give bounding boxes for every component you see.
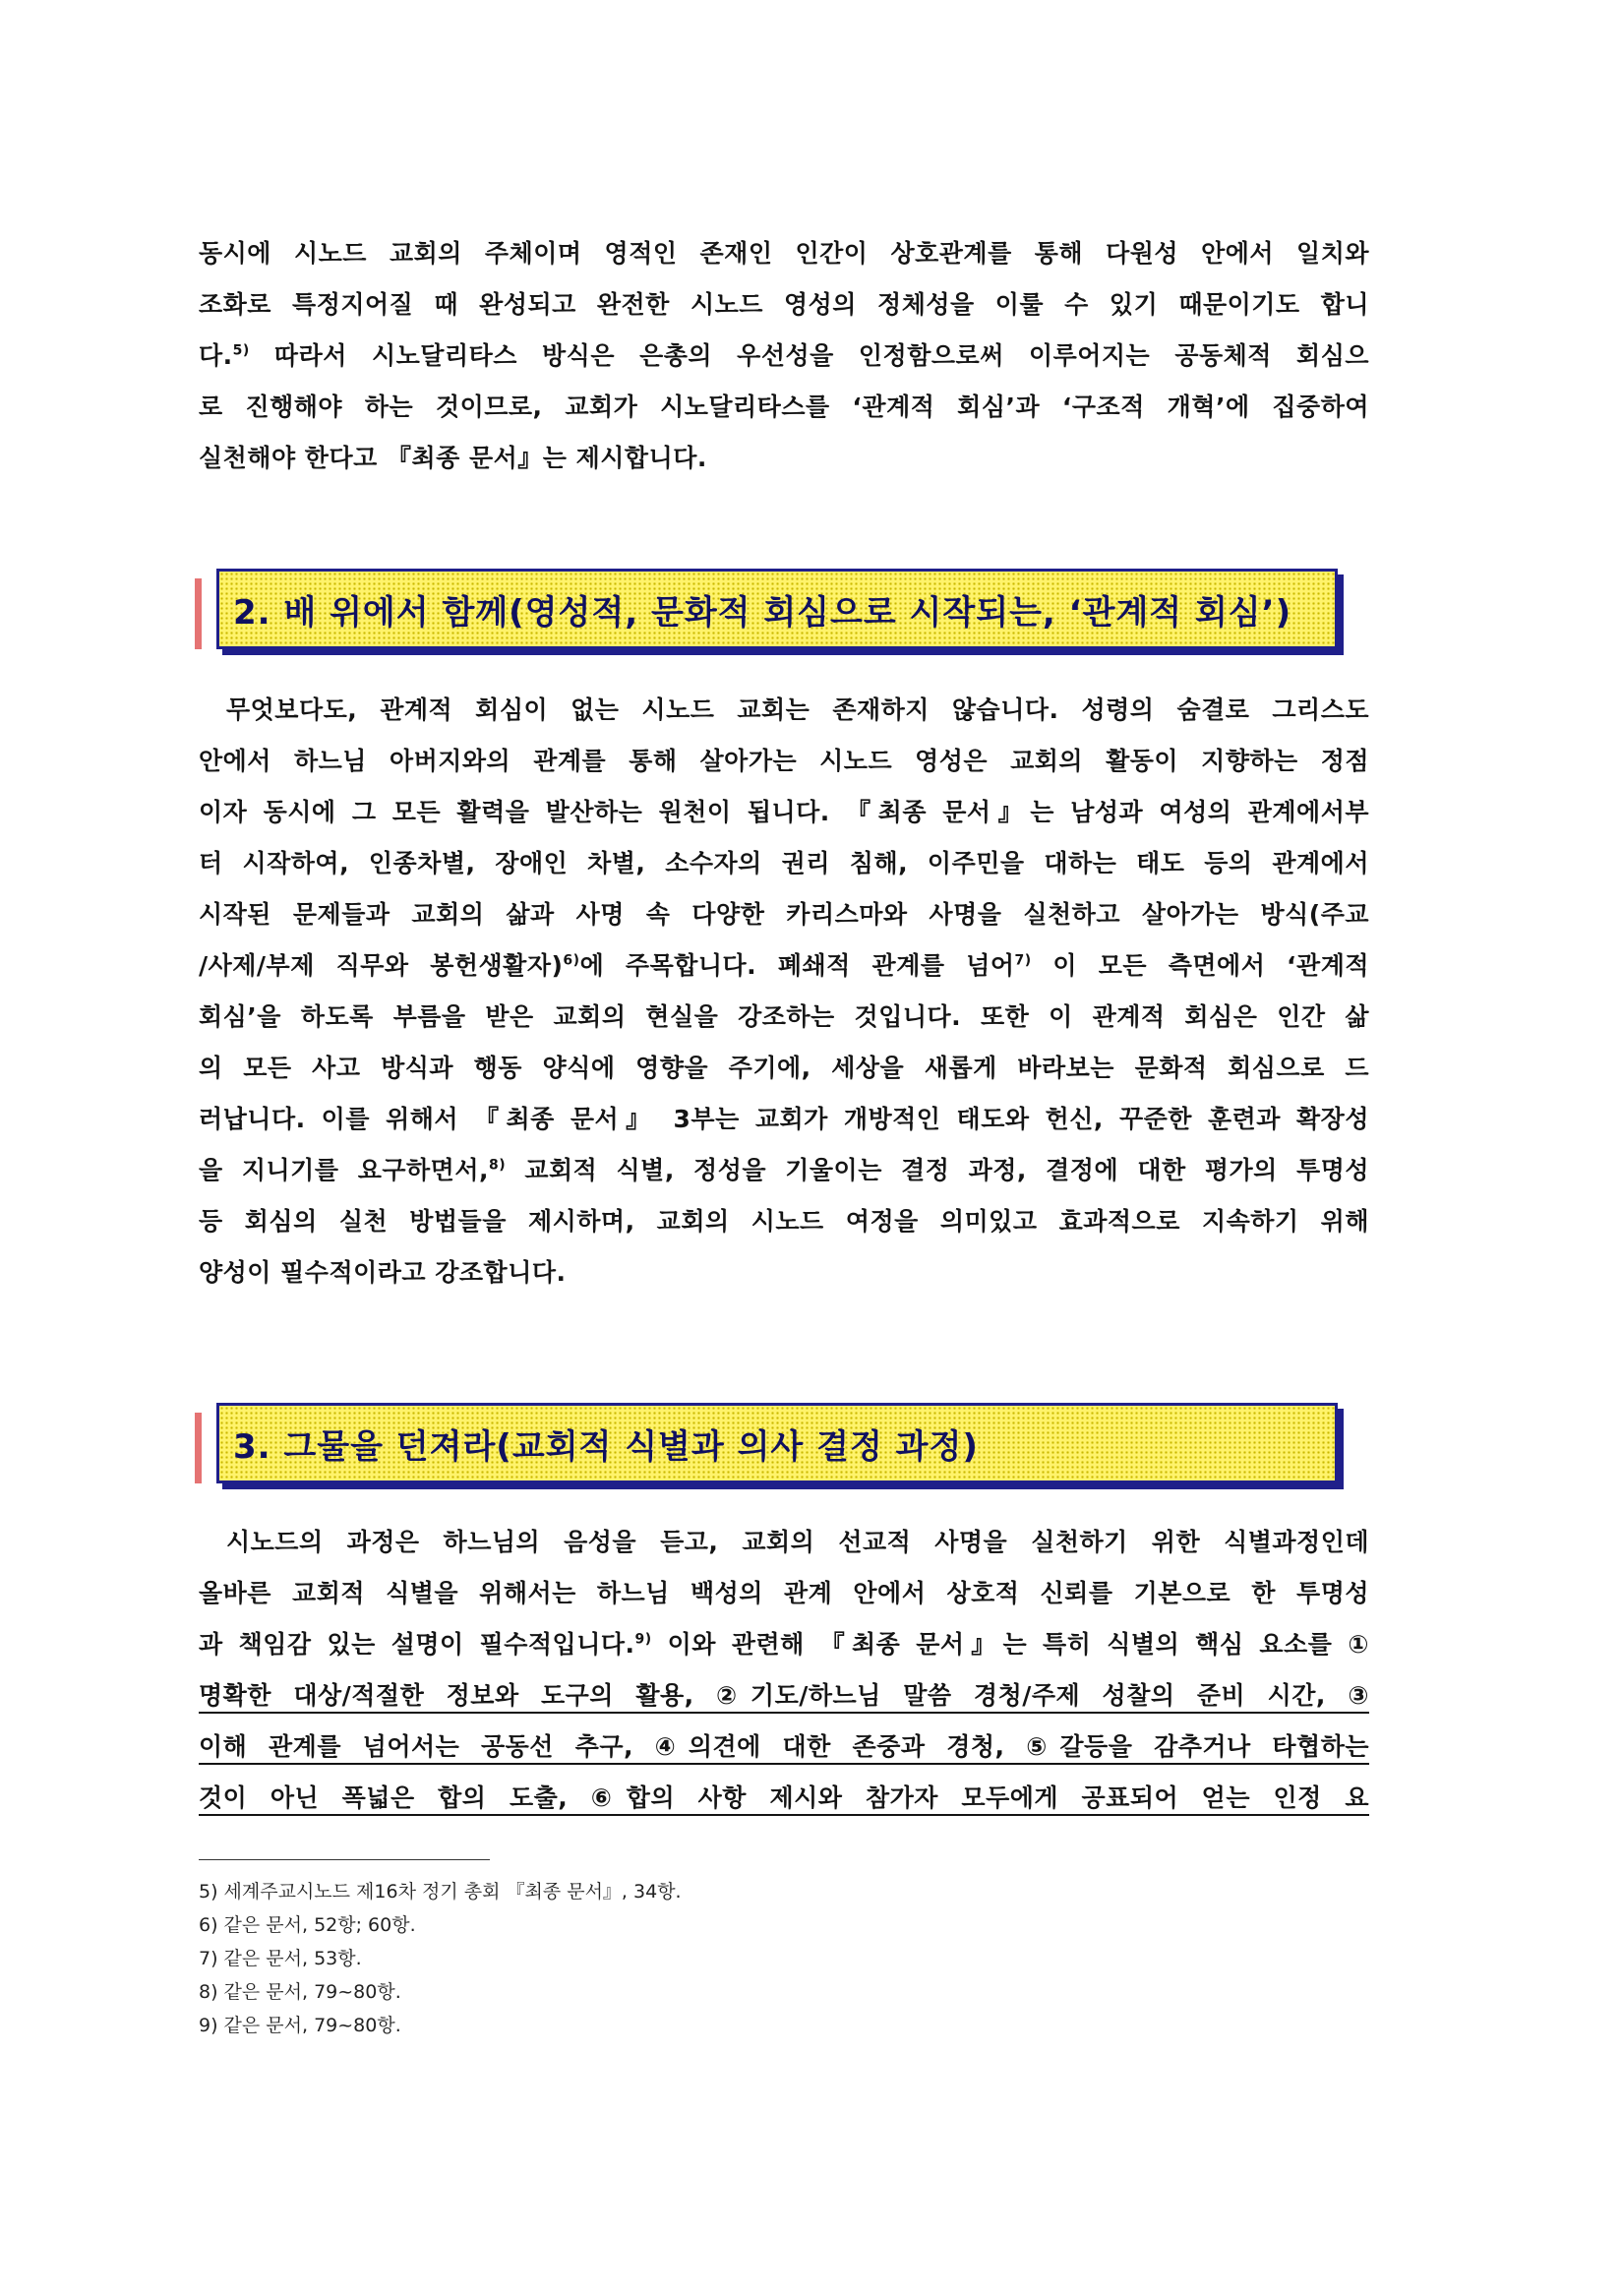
footnote-item: 6) 같은 문서, 52항; 60항. [199,1914,416,1936]
text-line: 안에서 하느님 아버지와의 관계를 통해 살아가는 시노드 영성은 교회의 활동이 지향하는 정점 [199,747,1369,775]
heading-accent-bar [195,578,202,649]
footnote-ref: 6) [563,952,580,969]
footnote-divider [199,1859,490,1860]
footnote-item: 7) 같은 문서, 53항. [199,1948,362,1969]
footnote-item: 5) 세계주교시노드 제16차 정기 총회 『최종 문서』, 34항. [199,1881,682,1903]
text-line: 이자 동시에 그 모든 활력을 발산하는 원천이 됩니다. 『최종 문서』는 남성과 여성의 관계에서부 [199,798,1369,826]
footnote-ref: 7) [1014,952,1032,969]
body-paragraph-3 [199,1517,1369,1824]
text-line: 시작된 문제들과 교회의 삶과 사명 속 다양한 카리스마와 사명을 실천하고 살아가는 방식(주교 [199,900,1369,929]
text-line: 양성이 필수적이라고 강조합니다. [199,1258,567,1287]
footnote-list [199,1875,682,2042]
text-line: 무엇보다도, 관계적 회심이 없는 시노드 교회는 존재하지 않습니다. 성령의 숨결로 그리스도 [226,695,1369,724]
heading-box [216,569,1338,649]
text-run: /사제/부제 직무와 봉헌생활자) [199,951,564,980]
text-run: 다. [199,341,233,370]
footnote-item: 8) 같은 문서, 79~80항. [199,1981,401,2003]
text-line: 동시에 시노드 교회의 주체이며 영적인 존재인 인간이 상호관계를 통해 다원성 안에서 일치와 [199,239,1369,268]
text-run: 이와 관련해 『최종 문서』는 특히 식별의 핵심 요소를 ① [651,1630,1369,1659]
footnote-ref: 5) [232,342,250,359]
text-run: 따라서 시노달리타스 방식은 은총의 우선성을 인정함으로써 이루어지는 공동체적 회심으 [249,341,1369,370]
heading-accent-bar [195,1413,202,1483]
text-line: 의 모든 사고 방식과 행동 양식에 영향을 주기에, 세상을 새롭게 바라보는 문화적 회심으로 드 [199,1054,1369,1082]
section-3-heading [195,1403,1365,1491]
text-line [199,940,1369,992]
text-line: 실천해야 한다고 『최종 문서』는 제시합니다. [199,444,707,472]
section-3-heading-text: 3. 그물을 던져라(교회적 식별과 의사 결정 과정) [233,1426,979,1467]
text-line: 것이 아닌 폭넓은 합의 도출, ⑥합의 사항 제시와 참가자 모두에게 공표되어 얻는 인정 요 [199,1783,1369,1812]
text-line: 올바른 교회적 식별을 위해서는 하느님 백성의 관계 안에서 상호적 신뢰를 기본으로 한 투명성 [199,1579,1369,1607]
text-run: 과 책임감 있는 설명이 필수적입니다. [199,1630,635,1659]
text-line: 터 시작하여, 인종차별, 장애인 차별, 소수자의 권리 침해, 이주민을 대하는 태도 등의 관계에서 [199,849,1369,877]
text-line: 시노드의 과정은 하느님의 음성을 듣고, 교회의 선교적 사명을 실천하기 위한 식별과정인데 [226,1528,1369,1556]
text-line: 러납니다. 이를 위해서 『최종 문서』 3부는 교회가 개방적인 태도와 헌신, 꾸준한 훈련과 확장성 [199,1105,1369,1133]
text-line [199,1619,1369,1670]
text-run: 이 모든 측면에서 ‘관계적 [1031,951,1369,980]
text-line: 로 진행해야 하는 것이므로, 교회가 시노달리타스를 ‘관계적 회심’과 ‘구조적 개혁’에 집중하여 [199,393,1369,421]
body-paragraph-1 [199,228,1369,484]
text-run: 에 주목합니다. 폐쇄적 관계를 넘어 [579,951,1015,980]
text-line [199,1145,1369,1196]
footnote-ref: 9) [634,1631,652,1648]
heading-box [216,1403,1338,1483]
body-paragraph-2 [199,685,1369,1299]
text-line: 등 회심의 실천 방법들을 제시하며, 교회의 시노드 여정을 의미있고 효과적으로 지속하기 위해 [199,1207,1369,1236]
text-line: 조화로 특정지어질 때 완성되고 완전한 시노드 영성의 정체성을 이룰 수 있기 때문이기도 합니 [199,290,1369,319]
text-line [199,331,1369,382]
section-2-heading [195,569,1365,657]
text-line: 명확한 대상/적절한 정보와 도구의 활용, ②기도/하느님 말씀 경청/주제 성찰의 준비 시간, ③ [199,1681,1369,1710]
text-run: 을 지니기를 요구하면서, [199,1156,489,1184]
text-line: 이해 관계를 넘어서는 공동선 추구, ④의견에 대한 존중과 경청, ⑤갈등을 감추거나 타협하는 [199,1732,1369,1761]
text-run: 교회적 식별, 정성을 기울이는 결정 과정, 결정에 대한 평가의 투명성 [506,1156,1369,1184]
footnote-item: 9) 같은 문서, 79~80항. [199,2015,401,2036]
footnote-ref: 8) [488,1157,507,1174]
section-2-heading-text: 2. 배 위에서 함께(영성적, 문화적 회심으로 시작되는, ‘관계적 회심’) [233,592,1292,633]
text-line: 회심’을 하도록 부름을 받은 교회의 현실을 강조하는 것입니다. 또한 이 관계적 회심은 인간 삶 [199,1002,1369,1031]
